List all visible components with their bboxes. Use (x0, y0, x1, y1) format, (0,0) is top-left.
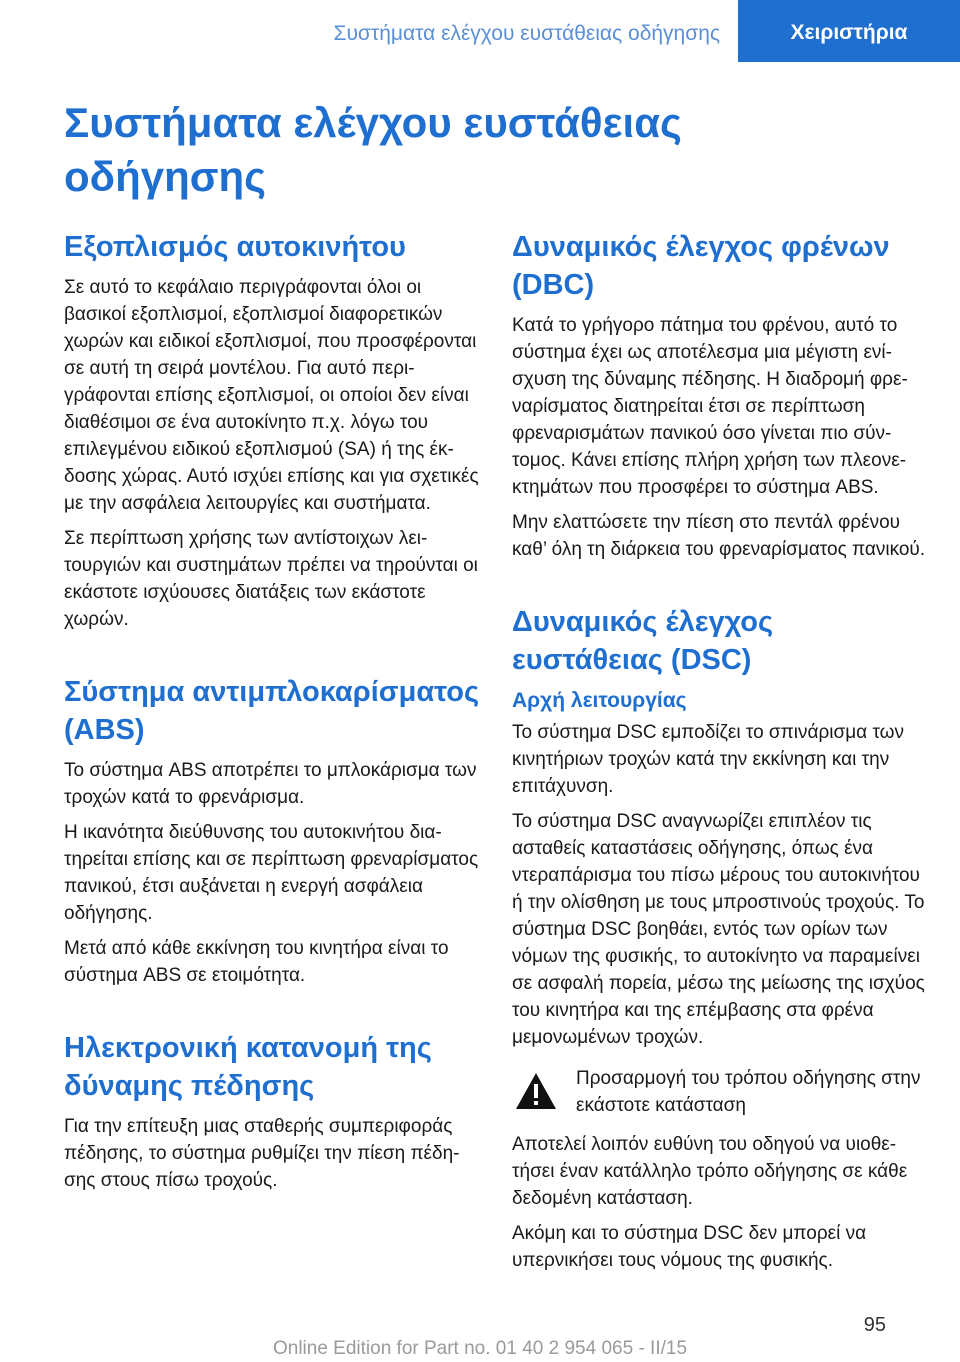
section-dsc (512, 603, 930, 1274)
paragraph: Σε περίπτωση χρήσης των αντίστοιχων λειτουργιών και συστημάτων πρέπει να τηρούνται οι εκάστοτε ισχύουσες διατάξεις των εκάστοτε χωρών. (64, 528, 478, 630)
paragraph: Το σύστημα DSC αναγνωρίζει επιπλέον τις ασταθείς καταστάσεις οδήγησης, όπως ένα ντεραπάρισμα του πίσω μέρους του αυτοκινήτου ή την ολίσθηση με τους μπροστινούς τροχούς. Το σύστημα DSC βοηθάει, εντός των ορίων των νόμων της φυσικής, το αυτοκίνητο να παραμείνει σε ασφαλή πορεία, μέσω της μείωσης της ισχύος του κινητήρα και της επέμβασης στα φρένα μεμονωμένων τροχών. (512, 811, 925, 1048)
subsection-title: Αρχή λειτουργίας (512, 689, 687, 712)
section-abs (64, 673, 482, 989)
page-header (0, 0, 960, 62)
paragraph: Για την επίτευξη μιας σταθερής συμπεριφοράς πέδησης, το σύστημα ρυθμίζει την πίεση πέδησης στους πίσω τροχούς. (64, 1116, 460, 1191)
page-number: 95 (863, 1314, 886, 1336)
section-title: Ηλεκτρονική κατανομή της δύναμης πέδησης (64, 1032, 432, 1102)
page-title-line2: οδήγησης (64, 153, 267, 200)
section-dbc (512, 228, 930, 563)
section-vehicle-equipment (64, 228, 482, 633)
section-title: Σύστημα αντιμπλοκαρίσματος (ABS) (64, 676, 480, 746)
page-title (64, 96, 904, 204)
paragraph: Το σύστημα DSC εμποδίζει το σπινάρισμα των κινητήριων τροχών κατά την εκκίνηση και την επιτάχυνση. (512, 722, 905, 797)
header-section-title: Συστήματα ελέγχου ευστάθειας οδήγησης (333, 22, 720, 45)
section-title: Εξοπλισμός αυτοκινήτου (64, 231, 406, 263)
section-brake-force-distribution (64, 1029, 482, 1194)
paragraph: Σε αυτό το κεφάλαιο περιγράφονται όλοι οι βασικοί εξοπλισμοί, εξοπλισμοί διαφορετικών χωρών και ειδικοί εξοπλισμοί, που προσφέρονται σε αυτή τη σειρά μοντέλου. Για αυτό περιγράφονται επίσης εξοπλισμοί, οι οποίοι δεν είναι διαθέσιμοι σε ένα αυτοκίνητο π.χ. λόγω του επιλεγμένου ειδικού εξοπλισμού (SA) ή της έκδοσης χώρας. Αυτό ισχύει επίσης και για σχετικές με την ασφάλεια λειτουργίες και συστήματα. (64, 277, 479, 514)
left-column (64, 228, 482, 1202)
paragraph: Μην ελαττώσετε την πίεση στο πεντάλ φρένου καθ’ όλη τη διάρκεια του φρεναρίσματος πανικού. (512, 512, 926, 560)
section-title: Δυναμικός έλεγχος φρένων (DBC) (512, 231, 890, 301)
paragraph: Η ικανότητα διεύθυνσης του αυτοκινήτου διατηρείται επίσης και σε περίπτωση φρεναρίσματος πανικού, έτσι αυξάνεται η ενεργή ασφάλεια οδήγησης. (64, 822, 479, 924)
paragraph: Μετά από κάθε εκκίνηση του κινητήρα είναι το σύστημα ABS σε ετοιμότητα. (64, 938, 449, 986)
paragraph: Το σύστημα ABS αποτρέπει το μπλοκάρισμα των τροχών κατά το φρενάρισμα. (64, 760, 477, 808)
header-chapter-tab: Χειριστήρια (738, 0, 960, 62)
paragraph: Ακόμη και το σύστημα DSC δεν μπορεί να υπερνικήσει τους νόμους της φυσικής. (512, 1223, 867, 1271)
page-title-line1: Συστήματα ελέγχου ευστάθειας (64, 99, 682, 146)
paragraph: Αποτελεί λοιπόν ευθύνη του οδηγού να υιοθετήσει έναν κατάλληλο τρόπο οδήγησης σε κάθε δεδομένη κατάσταση. (512, 1134, 908, 1209)
warning-text: Προσαρμογή του τρόπου οδήγησης στην εκάστοτε κατάσταση (576, 1068, 921, 1116)
section-title: Δυναμικός έλεγχος ευστάθειας (DSC) (512, 606, 774, 676)
paragraph: Κατά το γρήγορο πάτημα του φρένου, αυτό το σύστημα έχει ως αποτέλεσμα μια μέγιστη ενίσχυση της δύναμης πέδησης. Η διαδρομή φρεναρίσματος διατηρείται έτσι σε περίπτωση φρεναρισμάτων πανικού όσο γίνεται πιο σύντομος. Κάνει επίσης πλήρη χρήση των πλεονεκτημάτων που προσφέρει το σύστημα ABS. (512, 315, 908, 498)
warning-note (512, 1065, 930, 1119)
warning-icon (514, 1071, 558, 1111)
right-column (512, 228, 930, 1282)
footer-edition: Online Edition for Part no. 01 40 2 954 065 - II/15 (272, 1338, 688, 1359)
